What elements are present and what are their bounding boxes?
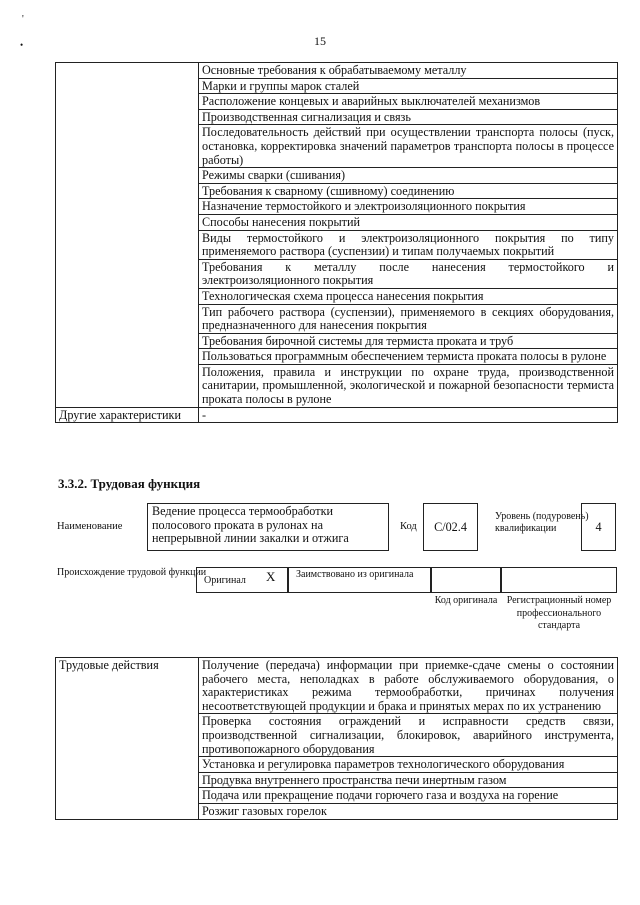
scan-mark: ' [22,14,24,25]
code-value-box: С/02.4 [423,503,478,551]
code-original-box [431,567,501,593]
table-cell: Назначение термостойкого и электроизоляционного покрытия [199,199,618,215]
table-cell: Требования к металлу после нанесения термостойкого и электроизоляционного покрытия [199,259,618,288]
name-label: Наименование [57,521,123,532]
origin-label: Происхождение трудовой функции [57,567,207,578]
name-value-box: Ведение процесса термообработки полосового проката в рулонах на непрерывной линии закалки и отжига [147,503,389,551]
table-cell: Требования бирочной системы для термиста проката и труб [199,333,618,349]
table-cell: Расположение концевых и аварийных выключателей механизмов [199,94,618,110]
code-original-label: Код оригинала [434,595,498,606]
original-mark: X [266,569,276,584]
knowledge-table [55,62,618,423]
level-value-box: 4 [581,503,616,551]
table-cell: Способы нанесения покрытий [199,214,618,230]
other-characteristics-value: - [199,407,618,423]
registration-number-box [501,567,617,593]
table-cell: Розжиг газовых горелок [199,803,618,819]
table-label-cell [56,63,199,408]
labor-actions-label: Трудовые действия [56,658,199,820]
table-cell: Положения, правила и инструкции по охране труда, производственной санитарии, промышленной, экологической и пожарной безопасности термиста проката полосы в рулоне [199,364,618,407]
table-cell: Режимы сварки (сшивания) [199,168,618,184]
other-characteristics-label: Другие характеристики [56,407,199,423]
page-number: 15 [314,34,326,48]
table-cell: Марки и группы марок сталей [199,78,618,94]
table-cell: Последовательность действий при осуществлении транспорта полосы (пуск, остановка, корректировка значений параметров транспорта полосы в процессе работы) [199,125,618,168]
level-label: Уровень (подуровень) квалификации [495,511,589,534]
table-row [56,658,618,714]
table-cell: Виды термостойкого и электроизоляционного покрытия по типу применяемого раствора (суспензии) и типам получаемых покрытий [199,230,618,259]
table-cell: Основные требования к обрабатываемому металлу [199,63,618,79]
table-cell: Продувка внутреннего пространства печи инертным газом [199,772,618,788]
code-label: Код [400,521,417,532]
section-heading: 3.3.2. Трудовая функция [58,476,201,491]
table-cell: Подача или прекращение подачи горючего газа и воздуха на горение [199,788,618,804]
table-cell: Тип рабочего раствора (суспензии), применяемого в секциях оборудования, предназначенного для нанесения покрытия [199,304,618,333]
table-cell: Требования к сварному (сшивному) соединению [199,183,618,199]
scan-dot: • [20,40,24,50]
table-cell: Установка и регулировка параметров технологического оборудования [199,757,618,773]
table-cell: Пользоваться программным обеспечением термиста проката полосы в рулоне [199,349,618,365]
table-cell: Проверка состояния ограждений и исправности средств связи, производственной сигнализации, блокировок, аварийного инструмента, противопожарного оборудования [199,714,618,757]
table-row [56,407,618,423]
registration-number-label: Регистрационный номер профессионального стандарта [506,595,612,631]
table-cell: Производственная сигнализация и связь [199,109,618,125]
original-label: Оригинал [204,575,246,586]
borrowed-label: Заимствовано из оригинала [296,569,414,580]
table-cell: Технологическая схема процесса нанесения покрытия [199,288,618,304]
table-cell: Получение (передача) информации при приемке-сдаче смены о состоянии рабочего места, неполадках в работе обслуживаемого оборудования, о характеристиках режима термообработки, причинах получения несоответствующей продукции и брака и принятых мерах по их устранению [199,658,618,714]
table-row [56,63,618,79]
labor-actions-table [55,657,618,820]
